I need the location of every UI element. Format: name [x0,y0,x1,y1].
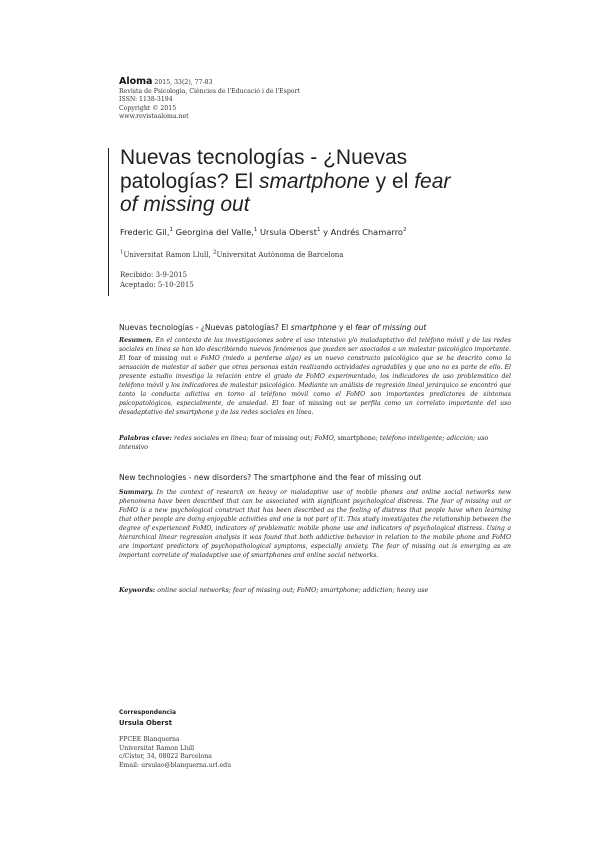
english-abstract-title: New technologies - new disorders? The smartphone and the fear of missing out [119,473,422,482]
affil-text: Universitat Autònoma de Barcelona [216,251,344,259]
abstract-text: En el contexto de las investigaciones sobre el uso intensivo y/o maladaptativo del teléfono móvil y de las redes sociales en línea se han ido describiendo nuevos fenómenos que pueden ser asociados a un malestar psicológico importante. El [119,337,511,362]
keywords-text: fear of missing out [250,435,311,442]
section-title-italic: smartphone [290,323,337,332]
author-name: y Andrés Chamarro [320,227,404,237]
title-line-3 [120,193,500,217]
journal-brand: Aloma [119,76,153,87]
english-abstract [119,489,511,561]
title-italic: of missing out [120,193,250,216]
article-dates [120,270,320,290]
english-keywords [119,586,511,595]
article-title [120,146,500,217]
author-name: Georgina del Valle, [172,227,254,237]
title-text: y el [369,169,415,193]
correspondence-block [119,709,369,770]
journal-issn: ISSN: 1138-3194 [119,96,173,104]
spanish-abstract [119,337,511,418]
title-italic: fear [414,169,451,193]
journal-header [119,78,439,122]
title-rule [108,148,109,296]
keywords-text: redes sociales en línea; [171,435,251,442]
summary-label: Summary. [119,489,154,496]
title-line-1: Nuevas tecnologías - ¿Nuevas [120,146,408,169]
keywords-label: Palabras clave: [119,435,172,442]
address-line: Universitat Ramon Llull [119,744,195,752]
received-date: Recibido: 3-9-2015 [120,271,188,279]
keywords-text: ; FoMO, [310,435,338,442]
author-list [120,227,520,237]
abstract-text: o FoMO (miedo a perderse algo) es un nuevo constructo psicológico que se ha descrito como la sensación de malestar al saber que otras personas están realizando actividades agradables y que uno no es parte de ello. El presente estudio investiga la relación entre el grado de FoMO experimentado, los indicadores de uso problemático del teléfono móvil y los indicadores de malestar psicológico. Mediante un análisis de regresión lineal jerárquico se encontró que tanto la conducta adictiva en torno al teléfono móvil como el FoMO son importantes predictores de síntomas psicopatológicos, especialmente, de ansiedad. El [119,354,511,407]
author-sup: 1 [253,227,258,234]
title-line-2 [120,170,500,194]
abstract-label: Resumen. [119,337,153,344]
title-italic: smartphone [258,169,370,193]
summary-text: In the context of research on heavy or maladaptive use of mobile phones and online social networks new phenomena have been described that can be associated with significant psychological distress. The fear of missing out or FoMO is a new psychological construct that has been described as the feeling of distress that people have when learning that other people are doing enjoyable activities and one is not part of it. This study investigates the relationship between the degree of experienced FoMO, indicators of problematic mobile phone use and indicators of psychological distress. Using a hierarchical linear regression analysis it was found that both addictive behavior in relation to the mobile phone and FoMO are important predictors of psychopathological symptoms, especially anxiety. The fear of missing out is emerging as an important correlate of maladaptive use of smartphones and online social networks. [119,489,511,559]
author-name: Ursula Oberst [257,227,317,237]
section-title-text: y el [336,323,356,332]
correspondence-name: Ursula Oberst [119,719,172,727]
section-title-text: Nuevas tecnologías - ¿Nuevas patologías? El [119,323,291,332]
correspondence-label: Correspondencia [119,709,177,716]
author-sup: 1 [316,227,321,234]
keywords-text: smartphone [337,435,376,442]
author-sup: 2 [403,227,407,234]
abstract-text: fear of missing out [128,354,191,362]
journal-website[interactable]: www.revistaaloma.net [119,113,189,121]
affil-sup: 2 [212,249,217,256]
keywords-text: ; teléfono inteligente; adicción; uso intensivo [119,435,489,451]
address-line: FPCEE Blanquerna [119,736,180,743]
abstract-text: fear of missing out [282,399,347,407]
journal-issue: 2015, 33(2), 77-83 [154,79,213,86]
title-text: patologías? El [120,169,259,193]
journal-subtitle: Revista de Psicologia, Ciències de l'Educació i de l'Esport [119,87,300,95]
affiliations [120,251,520,259]
spanish-keywords [119,434,511,452]
author-name: Frederic Gil, [120,227,170,237]
keywords-text: online social networks; fear of missing out; FoMO; smartphone; addiction; heavy use [155,587,429,594]
keywords-label: Keywords: [119,587,156,594]
affil-text: Universitat Ramon Llull, [123,251,213,259]
correspondence-address [119,736,369,770]
address-line: c/Císter, 34, 08022 Barcelona [119,753,212,761]
abstract-text: se perfila como un correlato importante del uso desadaptativo del smartphone y de las redes sociales en línea. [119,399,511,416]
accepted-date: Aceptado: 5-10-2015 [120,281,194,289]
email-link[interactable]: Email: ursulao@blanquerna.url.edu [119,761,232,769]
affil-sup: 1 [120,249,124,256]
spanish-abstract-title [119,323,519,332]
section-title-italic: fear of missing out [355,323,427,332]
journal-copyright: Copyright © 2015 [119,104,177,112]
author-sup: 1 [169,227,173,234]
